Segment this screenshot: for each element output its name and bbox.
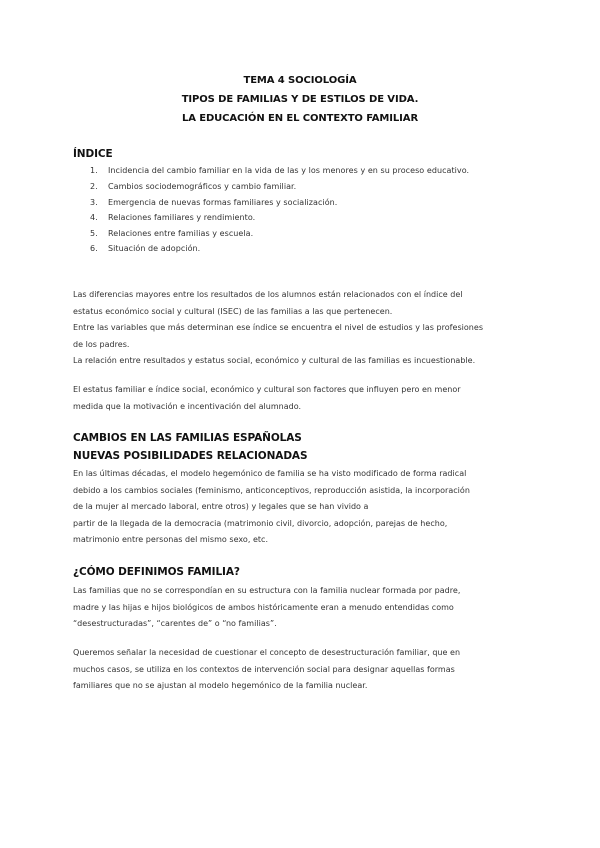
index-item-number: 3. bbox=[90, 198, 98, 207]
index-item-text: Relaciones familiares y rendimiento. bbox=[108, 213, 256, 222]
paragraph-line: muchos casos, se utiliza en los contextos de intervención social para designar aquellas formas bbox=[73, 664, 455, 674]
doc-title-line-2: TIPOS DE FAMILIAS Y DE ESTILOS DE VIDA. bbox=[181, 94, 419, 105]
paragraph-line: debido a los cambios sociales (feminismo, anticonceptivos, reproducción asistida, la incorporación bbox=[73, 485, 470, 495]
index-item-text: Incidencia del cambio familiar en la vida de las y los menores y en su proceso educativo. bbox=[108, 166, 470, 175]
section2-paragraph-2 bbox=[73, 645, 533, 695]
section-heading: CAMBIOS EN LAS FAMILIAS ESPAÑOLAS bbox=[73, 432, 302, 444]
paragraph-line: de la mujer al mercado laboral, entre otros) y legales que se han vivido a bbox=[73, 502, 369, 512]
paragraph-line: estatus económico social y cultural (ISEC) de las familias a las que pertenecen. bbox=[73, 306, 393, 316]
index-item-number: 1. bbox=[90, 166, 98, 175]
index-heading: ÍNDICE bbox=[73, 148, 113, 160]
paragraph-line: madre y las hijas e hijos biológicos de ambos históricamente eran a menudo entendidas como bbox=[73, 602, 454, 612]
doc-title-line-3: LA EDUCACIÓN EN EL CONTEXTO FAMILIAR bbox=[181, 113, 419, 124]
paragraph-line: partir de la llegada de la democracia (matrimonio civil, divorcio, adopción, parejas de hecho, bbox=[73, 518, 448, 528]
paragraph-line: matrimonio entre personas del mismo sexo, etc. bbox=[73, 535, 269, 545]
paragraph-line: medida que la motivación e incentivación del alumnado. bbox=[73, 401, 302, 411]
index-item-number: 4. bbox=[90, 213, 98, 222]
index-item-text: Cambios sociodemográficos y cambio familiar. bbox=[108, 182, 297, 191]
section-subheading: NUEVAS POSIBILIDADES RELACIONADAS bbox=[73, 450, 308, 462]
index-item-text: Emergencia de nuevas formas familiares y socialización. bbox=[108, 198, 338, 207]
paragraph-line: “desestructuradas”, “carentes de” o “no familias”. bbox=[73, 619, 277, 629]
section-heading: ¿CÓMO DEFINIMOS FAMILIA? bbox=[73, 566, 240, 578]
index-item-text: Relaciones entre familias y escuela. bbox=[108, 229, 254, 238]
index-item-text: Situación de adopción. bbox=[108, 244, 201, 253]
paragraph-line: Las diferencias mayores entre los resultados de los alumnos están relacionados con el índice del bbox=[73, 290, 463, 299]
paragraph-line: Queremos señalar la necesidad de cuestionar el concepto de desestructuración familiar, que en bbox=[73, 648, 461, 657]
paragraph-line: Entre las variables que más determinan ese índice se encuentra el nivel de estudios y las profesiones bbox=[73, 323, 484, 333]
paragraph-line: La relación entre resultados y estatus social, económico y cultural de las familias es incuestionable. bbox=[73, 356, 476, 366]
index-item-number: 5. bbox=[90, 229, 98, 238]
index-item-number: 2. bbox=[90, 182, 98, 191]
section1-paragraph bbox=[73, 466, 533, 549]
index-item-number: 6. bbox=[90, 244, 98, 253]
doc-title-line-1: TEMA 4 SOCIOLOGÍA bbox=[243, 75, 357, 86]
paragraph-line: Las familias que no se correspondían en su estructura con la familia nuclear formada por padre, bbox=[73, 586, 461, 595]
paragraph-line: de los padres. bbox=[73, 339, 130, 349]
intro-paragraph bbox=[73, 287, 533, 370]
section2-paragraph bbox=[73, 583, 533, 633]
paragraph-line: familiares que no se ajustan al modelo hegemónico de la familia nuclear. bbox=[73, 681, 368, 691]
paragraph-line: En las últimas décadas, el modelo hegemónico de familia se ha visto modificado de forma radical bbox=[73, 469, 467, 478]
intro-paragraph-2 bbox=[73, 382, 533, 415]
paragraph-line: El estatus familiar e índice social, económico y cultural son factores que influyen pero en menor bbox=[73, 385, 461, 394]
